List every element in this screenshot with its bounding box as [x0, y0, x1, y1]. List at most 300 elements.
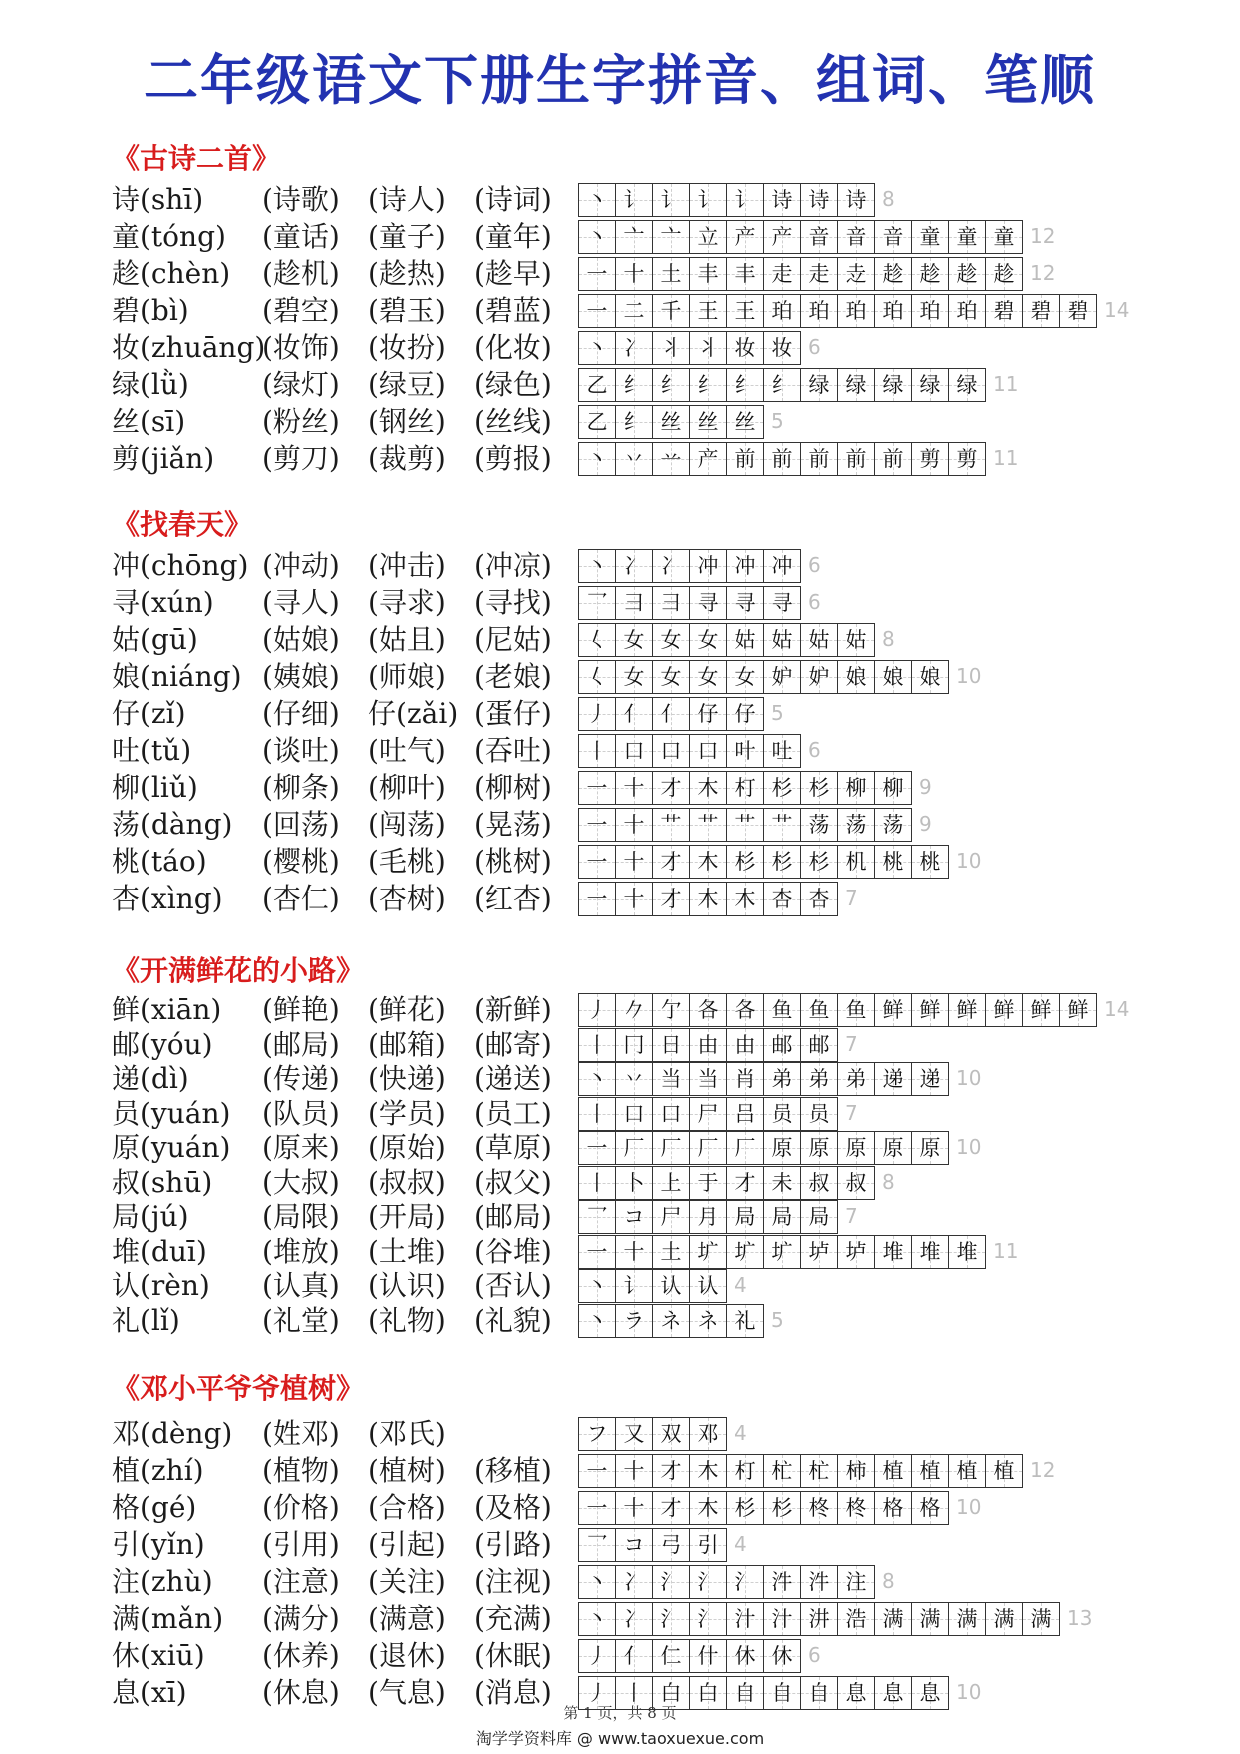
stroke-box	[949, 1603, 986, 1635]
stroke-box	[875, 809, 912, 841]
stroke-box	[764, 550, 801, 582]
stroke-box	[801, 369, 838, 401]
stroke-glyph: 植	[919, 1459, 941, 1483]
character-row	[0, 1527, 1240, 1563]
stroke-box	[616, 258, 653, 290]
stroke-count: 6	[808, 335, 821, 359]
stroke-box	[616, 1640, 653, 1672]
stroke-glyph: 尸	[660, 1205, 682, 1229]
stroke-glyph: 一	[586, 299, 608, 323]
stroke-glyph: 厂	[697, 1136, 719, 1160]
stroke-box	[616, 1677, 653, 1709]
stroke-glyph: 尸	[697, 1101, 719, 1126]
stroke-box	[616, 1492, 653, 1524]
stroke-glyph: 柊	[808, 1496, 830, 1520]
stroke-order-grid	[578, 331, 801, 365]
stroke-glyph: 前	[771, 447, 793, 471]
stroke-glyph: 寻	[697, 591, 719, 615]
stroke-count: 12	[1030, 261, 1056, 285]
stroke-box	[875, 661, 912, 693]
word-1: (姑娘)	[262, 623, 340, 656]
stroke-box	[727, 883, 764, 915]
stroke-box	[616, 809, 653, 841]
stroke-box	[579, 587, 616, 619]
stroke-count: 8	[882, 627, 895, 651]
stroke-order-grid	[578, 734, 801, 768]
stroke-box	[616, 661, 653, 693]
stroke-glyph: 一	[586, 776, 608, 800]
stroke-order-grid	[578, 808, 912, 842]
stroke-box	[616, 1132, 653, 1164]
stroke-box	[690, 1603, 727, 1635]
stroke-glyph: 自	[771, 1681, 793, 1705]
character-pinyin: 鲜(xiān)	[112, 993, 222, 1026]
stroke-glyph: 王	[697, 299, 719, 323]
stroke-glyph: 垆	[808, 1239, 830, 1264]
stroke-box	[616, 332, 653, 364]
stroke-count: 6	[808, 590, 821, 614]
stroke-box	[653, 846, 690, 878]
stroke-glyph: 杉	[771, 850, 793, 874]
word-2: (寻求)	[368, 586, 446, 619]
stroke-box	[653, 406, 690, 438]
stroke-glyph: 冂	[623, 1032, 645, 1057]
stroke-order-grid	[578, 183, 875, 217]
stroke-glyph: 十	[623, 813, 645, 837]
stroke-count: 6	[808, 553, 821, 577]
word-2: (引起)	[368, 1528, 446, 1561]
stroke-box	[838, 369, 875, 401]
stroke-glyph: 一	[586, 887, 608, 911]
stroke-box	[579, 1029, 616, 1061]
stroke-glyph: 引	[697, 1533, 719, 1557]
stroke-glyph: 当	[697, 1067, 719, 1091]
character-row	[0, 696, 1240, 732]
word-1: (姨娘)	[262, 660, 340, 693]
word-3: (蛋仔)	[474, 697, 552, 730]
stroke-box	[616, 295, 653, 327]
stroke-glyph: 艹	[660, 813, 682, 837]
word-2: (裁剪)	[368, 442, 446, 475]
stroke-order-grid	[578, 1200, 838, 1234]
character-row	[0, 1416, 1240, 1452]
stroke-glyph: 圹	[734, 1239, 756, 1264]
stroke-box	[801, 1603, 838, 1635]
word-3: (叔父)	[474, 1165, 552, 1199]
stroke-box	[690, 1098, 727, 1130]
stroke-box	[838, 1132, 875, 1164]
stroke-box	[727, 587, 764, 619]
character-row	[0, 1096, 1240, 1132]
stroke-box	[616, 1418, 653, 1450]
stroke-box	[875, 1492, 912, 1524]
stroke-box	[838, 1677, 875, 1709]
stroke-glyph: 邮	[771, 1032, 793, 1057]
word-1: (童话)	[262, 220, 340, 253]
stroke-glyph: 纟	[697, 373, 719, 397]
stroke-glyph: 白	[660, 1681, 682, 1705]
stroke-glyph: 丨	[586, 1101, 608, 1126]
stroke-glyph: 王	[734, 299, 756, 323]
stroke-box	[653, 184, 690, 216]
stroke-glyph: 氵	[660, 1607, 682, 1631]
stroke-box	[801, 443, 838, 475]
stroke-box	[801, 883, 838, 915]
stroke-box	[912, 1603, 949, 1635]
stroke-box	[579, 332, 616, 364]
character-pinyin: 柳(liǔ)	[112, 771, 198, 804]
stroke-box	[875, 772, 912, 804]
stroke-box	[616, 1201, 653, 1233]
stroke-glyph: 姑	[734, 628, 756, 652]
word-1: (姓邓)	[262, 1417, 340, 1450]
word-2: (妆扮)	[368, 331, 446, 364]
stroke-glyph: 由	[697, 1032, 719, 1057]
stroke-glyph: 珀	[771, 299, 793, 323]
stroke-glyph: 丿	[586, 1644, 608, 1668]
stroke-glyph: 日	[660, 1032, 682, 1057]
stroke-glyph: 一	[586, 1459, 608, 1483]
stroke-glyph: 肖	[734, 1067, 756, 1091]
stroke-glyph: 杉	[771, 776, 793, 800]
stroke-glyph: 朾	[734, 1459, 756, 1483]
word-1: (大叔)	[262, 1165, 340, 1199]
stroke-box	[764, 846, 801, 878]
stroke-box	[838, 1492, 875, 1524]
stroke-glyph: 土	[660, 1239, 682, 1264]
stroke-box	[875, 846, 912, 878]
stroke-glyph: 丶	[586, 554, 608, 578]
stroke-glyph: 自	[808, 1681, 830, 1705]
stroke-glyph: 鱼	[808, 998, 830, 1022]
stroke-count: 8	[882, 187, 895, 211]
character-row	[0, 404, 1240, 440]
stroke-glyph: 一	[586, 1496, 608, 1520]
stroke-glyph: 原	[808, 1136, 830, 1160]
stroke-glyph: 注	[845, 1570, 867, 1594]
stroke-glyph: 乛	[586, 1533, 608, 1557]
character-row	[0, 1303, 1240, 1339]
stroke-box	[653, 1677, 690, 1709]
stroke-order-grid	[578, 1062, 949, 1096]
character-row	[0, 1490, 1240, 1526]
stroke-box	[653, 1236, 690, 1268]
stroke-glyph: 才	[660, 850, 682, 874]
stroke-glyph: 汫	[808, 1607, 830, 1631]
stroke-box	[875, 1132, 912, 1164]
word-3: (草原)	[474, 1131, 552, 1164]
stroke-glyph: 丝	[660, 410, 682, 434]
stroke-box	[579, 883, 616, 915]
stroke-order-grid	[578, 1676, 949, 1710]
stroke-glyph: 音	[845, 225, 867, 249]
stroke-box	[838, 624, 875, 656]
stroke-glyph: 丨	[586, 1032, 608, 1057]
stroke-glyph: 木	[697, 850, 719, 874]
stroke-glyph: 杧	[808, 1459, 830, 1483]
stroke-box	[579, 624, 616, 656]
stroke-count: 14	[1104, 997, 1130, 1021]
stroke-box	[727, 1201, 764, 1233]
stroke-glyph: 圹	[771, 1239, 793, 1264]
stroke-order-grid	[578, 549, 801, 583]
word-2: (姑且)	[368, 623, 446, 656]
stroke-box	[690, 443, 727, 475]
stroke-glyph: 十	[623, 1239, 645, 1264]
stroke-glyph: 姑	[771, 628, 793, 652]
stroke-box	[616, 1167, 653, 1199]
stroke-box	[616, 994, 653, 1026]
stroke-glyph: 才	[660, 776, 682, 800]
stroke-glyph: 讠	[734, 188, 756, 212]
stroke-glyph: 赱	[845, 262, 867, 286]
stroke-glyph: 彐	[660, 591, 682, 615]
word-3: (邮寄)	[474, 1027, 552, 1061]
stroke-glyph: 䒑	[660, 447, 682, 471]
stroke-box	[690, 661, 727, 693]
word-3: (递送)	[474, 1062, 552, 1095]
stroke-box	[653, 1418, 690, 1450]
stroke-order-grid	[578, 1097, 838, 1131]
word-2: (钢丝)	[368, 405, 446, 438]
stroke-order-grid	[578, 1269, 727, 1303]
stroke-box	[801, 184, 838, 216]
stroke-glyph: 于	[697, 1170, 719, 1195]
stroke-glyph: 冫	[660, 554, 682, 578]
stroke-box	[579, 1098, 616, 1130]
word-3: (晃荡)	[474, 808, 552, 841]
stroke-glyph: 碧	[1030, 299, 1052, 323]
stroke-glyph: 妆	[771, 336, 793, 360]
stroke-box	[616, 1529, 653, 1561]
word-2: (绿豆)	[368, 368, 446, 401]
stroke-glyph: 娘	[845, 665, 867, 689]
stroke-glyph: 厂	[734, 1136, 756, 1160]
stroke-box	[875, 1677, 912, 1709]
character-row	[0, 256, 1240, 292]
stroke-box	[579, 550, 616, 582]
stroke-box	[616, 1029, 653, 1061]
word-2: (学员)	[368, 1096, 446, 1130]
stroke-box	[764, 809, 801, 841]
character-pinyin: 诗(shī)	[112, 183, 204, 216]
stroke-box	[727, 698, 764, 730]
stroke-glyph: 女	[660, 665, 682, 689]
stroke-box	[690, 698, 727, 730]
stroke-glyph: 童	[993, 225, 1015, 249]
stroke-glyph: 厂	[623, 1136, 645, 1160]
stroke-box	[690, 994, 727, 1026]
stroke-box	[838, 1455, 875, 1487]
stroke-glyph: 音	[808, 225, 830, 249]
stroke-glyph: 木	[697, 1459, 719, 1483]
stroke-box	[949, 258, 986, 290]
stroke-glyph: 丰	[734, 262, 756, 286]
character-pinyin: 寻(xún)	[112, 586, 214, 619]
stroke-glyph: 丷	[623, 447, 645, 471]
word-1: (粉丝)	[262, 405, 340, 438]
page-number: 第 1 页，共 8 页	[563, 1704, 677, 1722]
stroke-box	[801, 1566, 838, 1598]
word-2: (开局)	[368, 1200, 446, 1233]
stroke-box	[801, 809, 838, 841]
word-2: (碧玉)	[368, 294, 446, 327]
word-1: (植物)	[262, 1454, 340, 1487]
stroke-box	[801, 994, 838, 1026]
stroke-box	[653, 369, 690, 401]
stroke-order-grid	[578, 1417, 727, 1451]
word-1: (柳条)	[262, 771, 340, 804]
stroke-box	[727, 443, 764, 475]
stroke-glyph: 丿	[586, 1681, 608, 1705]
stroke-box	[690, 1167, 727, 1199]
stroke-box	[579, 1305, 616, 1337]
word-2: (叔叔)	[368, 1165, 446, 1199]
character-row	[0, 548, 1240, 584]
word-2: (原始)	[368, 1131, 446, 1164]
stroke-box	[690, 846, 727, 878]
stroke-box	[727, 1098, 764, 1130]
stroke-box	[912, 221, 949, 253]
stroke-glyph: 丶	[586, 1067, 608, 1091]
word-2: (邮箱)	[368, 1027, 446, 1061]
stroke-glyph: 妒	[808, 665, 830, 689]
character-pinyin: 递(dì)	[112, 1062, 189, 1095]
stroke-box	[764, 1029, 801, 1061]
stroke-glyph: 妒	[771, 665, 793, 689]
stroke-box	[727, 809, 764, 841]
stroke-glyph: 产	[734, 225, 756, 249]
stroke-glyph: 仔	[734, 702, 756, 726]
stroke-count: 10	[956, 1066, 982, 1090]
stroke-box	[579, 1063, 616, 1095]
stroke-count: 8	[882, 1169, 895, 1194]
stroke-box	[764, 1063, 801, 1095]
stroke-glyph: 艹	[697, 813, 719, 837]
stroke-glyph: 杏	[808, 887, 830, 911]
stroke-glyph: 女	[734, 665, 756, 689]
stroke-glyph: 珀	[845, 299, 867, 323]
stroke-box	[764, 221, 801, 253]
stroke-glyph: 丝	[697, 410, 719, 434]
stroke-glyph: 弟	[808, 1067, 830, 1091]
stroke-glyph: 冫	[623, 336, 645, 360]
stroke-glyph: 员	[808, 1101, 830, 1126]
stroke-box	[616, 772, 653, 804]
stroke-box	[690, 1029, 727, 1061]
lesson-title: 《古诗二首》	[112, 142, 281, 175]
stroke-glyph: 丶	[586, 336, 608, 360]
stroke-glyph: 礼	[734, 1308, 756, 1333]
word-3: (趁早)	[474, 257, 552, 290]
word-1: (冲动)	[262, 549, 340, 582]
stroke-glyph: 口	[697, 739, 719, 763]
stroke-glyph: 息	[919, 1681, 941, 1705]
character-row	[0, 622, 1240, 658]
stroke-glyph: 女	[660, 628, 682, 652]
stroke-glyph: 满	[1030, 1607, 1052, 1631]
stroke-box	[579, 698, 616, 730]
stroke-box	[764, 1566, 801, 1598]
stroke-box	[579, 1529, 616, 1561]
stroke-box	[579, 295, 616, 327]
stroke-glyph: 满	[882, 1607, 904, 1631]
stroke-glyph: コ	[623, 1533, 645, 1557]
stroke-glyph: 讠	[660, 188, 682, 212]
stroke-count: 4	[734, 1421, 747, 1445]
stroke-box	[801, 295, 838, 327]
stroke-box	[838, 1167, 875, 1199]
stroke-count: 10	[956, 1680, 982, 1704]
stroke-box	[579, 1492, 616, 1524]
stroke-box	[616, 1098, 653, 1130]
stroke-glyph: 女	[697, 628, 719, 652]
stroke-glyph: 亠	[660, 225, 682, 249]
word-1: (鲜艳)	[262, 993, 340, 1026]
stroke-glyph: 各	[697, 998, 719, 1022]
stroke-box	[653, 1270, 690, 1302]
stroke-box	[764, 661, 801, 693]
stroke-box	[690, 809, 727, 841]
stroke-box	[764, 1492, 801, 1524]
stroke-glyph: 剪	[919, 447, 941, 471]
stroke-box	[579, 184, 616, 216]
stroke-glyph: 𡿨	[586, 628, 608, 652]
stroke-box	[727, 221, 764, 253]
stroke-glyph: 杧	[771, 1459, 793, 1483]
stroke-glyph: 丿	[586, 702, 608, 726]
stroke-glyph: 乛	[586, 591, 608, 615]
stroke-glyph: 杉	[734, 1496, 756, 1520]
stroke-glyph: 杉	[771, 1496, 793, 1520]
stroke-box	[801, 772, 838, 804]
stroke-box	[949, 1455, 986, 1487]
stroke-glyph: 圹	[697, 1239, 719, 1264]
stroke-box	[727, 295, 764, 327]
stroke-box	[949, 994, 986, 1026]
stroke-glyph: 堆	[919, 1239, 941, 1264]
word-2: (诗人)	[368, 183, 446, 216]
stroke-glyph: 氵	[660, 1570, 682, 1594]
character-pinyin: 邓(dèng)	[112, 1417, 233, 1450]
character-row	[0, 1165, 1240, 1201]
stroke-count: 7	[845, 886, 858, 910]
word-1: (妆饰)	[262, 331, 340, 364]
stroke-box	[875, 369, 912, 401]
stroke-glyph: 木	[697, 887, 719, 911]
stroke-box	[616, 846, 653, 878]
stroke-box	[579, 1640, 616, 1672]
stroke-box	[838, 809, 875, 841]
character-pinyin: 原(yuán)	[112, 1131, 231, 1164]
stroke-box	[690, 295, 727, 327]
stroke-box	[986, 1455, 1023, 1487]
character-row	[0, 659, 1240, 695]
stroke-box	[764, 184, 801, 216]
stroke-glyph: 认	[697, 1274, 719, 1298]
stroke-box	[801, 1132, 838, 1164]
stroke-box	[727, 1029, 764, 1061]
stroke-box	[616, 1270, 653, 1302]
stroke-order-grid	[578, 1454, 1023, 1488]
stroke-box	[579, 772, 616, 804]
stroke-box	[838, 661, 875, 693]
stroke-box	[616, 369, 653, 401]
word-1: (传递)	[262, 1062, 340, 1095]
stroke-glyph: 丶	[586, 1570, 608, 1594]
stroke-box	[690, 587, 727, 619]
stroke-glyph: 上	[660, 1170, 682, 1195]
